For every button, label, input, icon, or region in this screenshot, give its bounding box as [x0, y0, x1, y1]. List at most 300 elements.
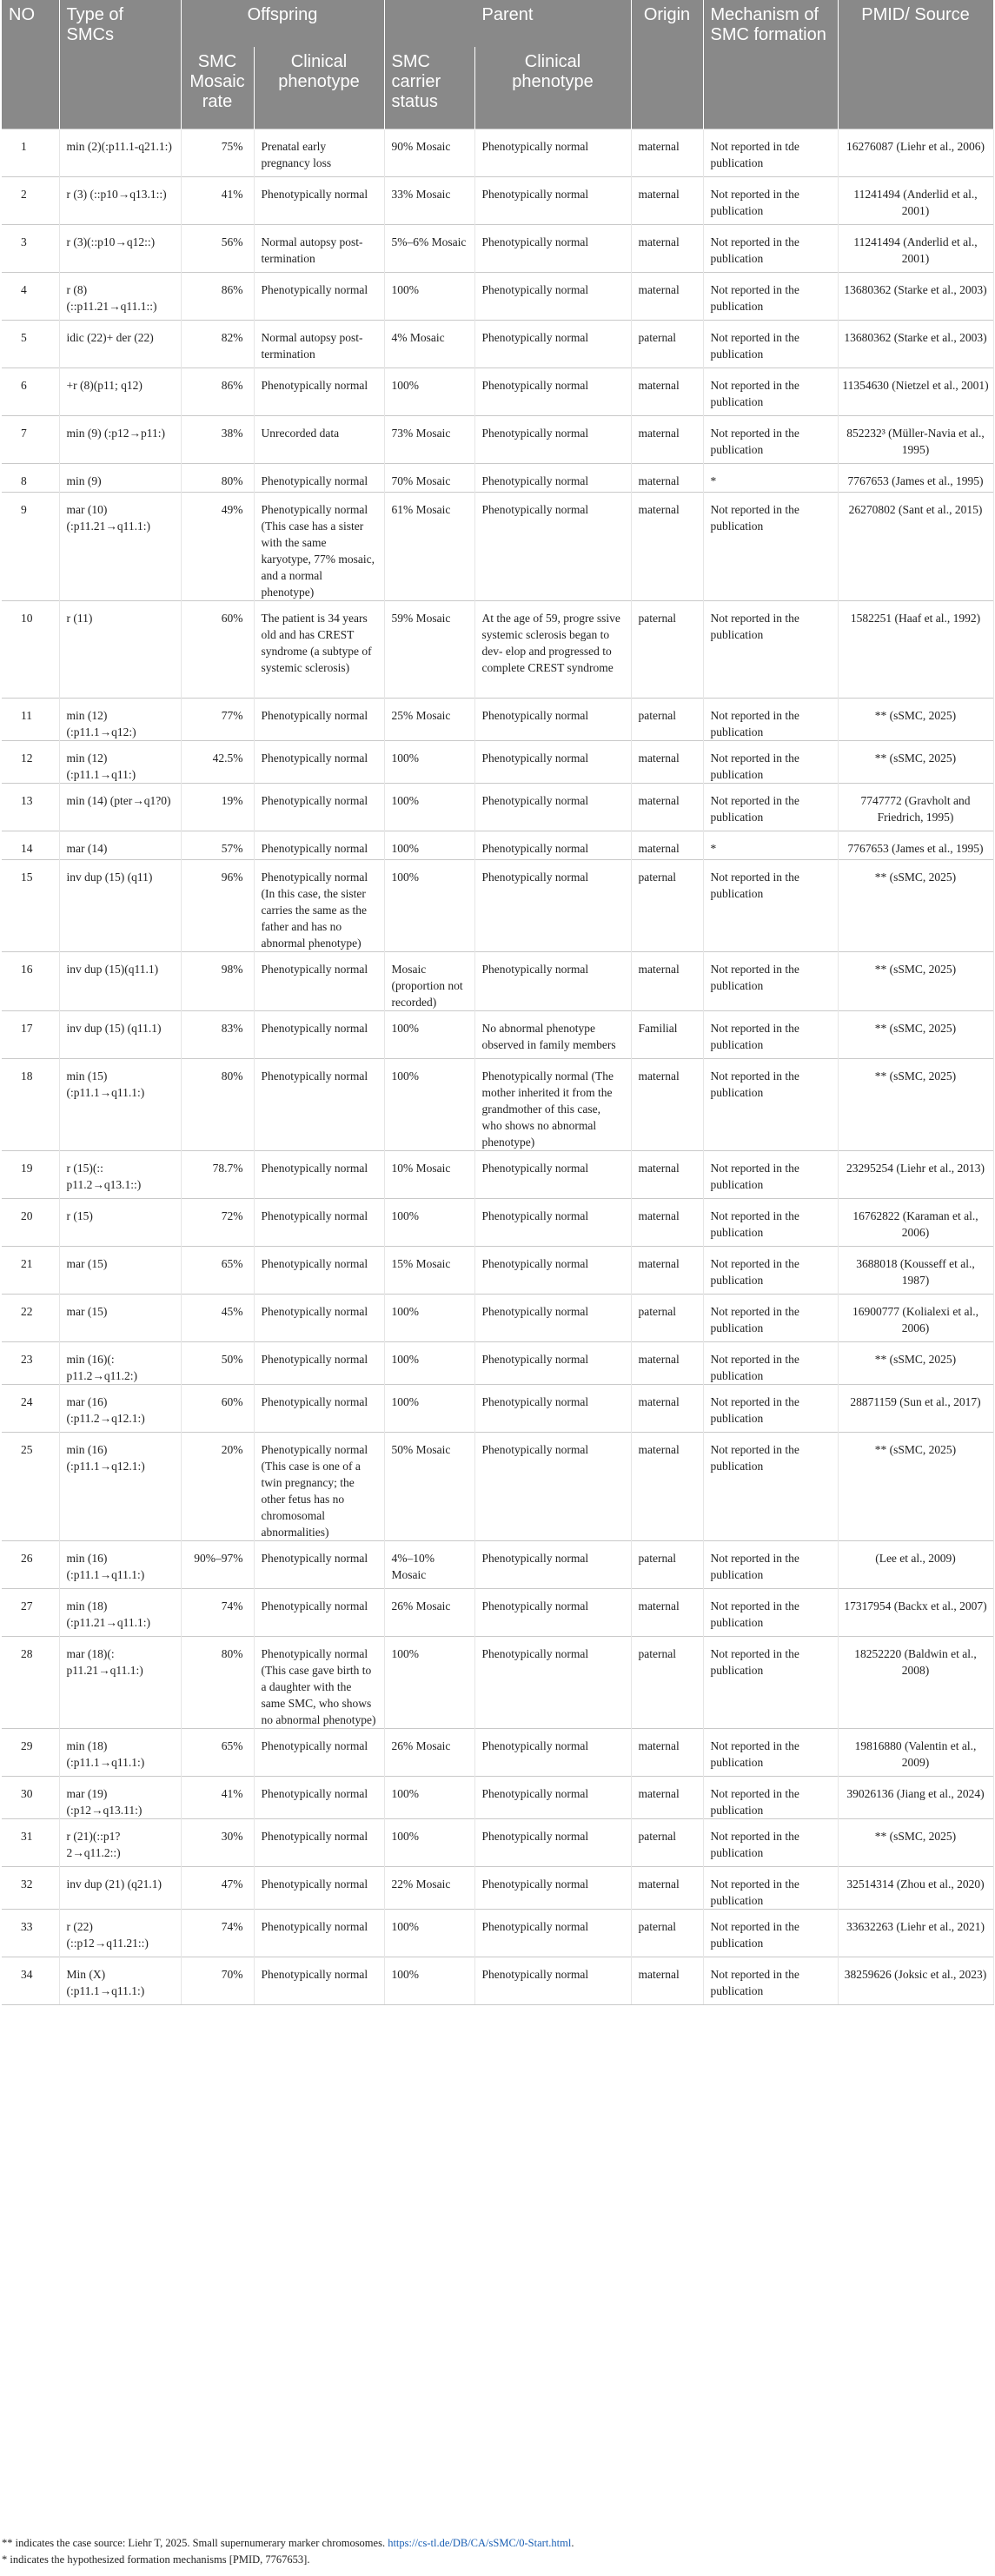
- table-row: [2, 1589, 993, 1637]
- cell-origin: maternal: [631, 784, 703, 831]
- cell-no: 34: [2, 1957, 59, 2005]
- cell-carrier-status: 10% Mosaic: [384, 1151, 474, 1199]
- cell-mechanism: Not reported in the publication: [703, 952, 838, 1011]
- cell-pmid: 16762822 (Karaman et al., 2006): [838, 1199, 993, 1247]
- cell-parent-phenotype: Phenotypically normal: [474, 464, 631, 493]
- cell-mechanism: Not reported in the publication: [703, 1059, 838, 1151]
- cell-no: 4: [2, 273, 59, 321]
- cell-parent-phenotype: Phenotypically normal: [474, 1541, 631, 1589]
- cell-pmid: ** (sSMC, 2025): [838, 1011, 993, 1059]
- cell-carrier-status: 70% Mosaic: [384, 464, 474, 493]
- cell-mechanism: Not reported in the publication: [703, 368, 838, 416]
- table-row: [2, 1541, 993, 1589]
- cell-pmid: ** (sSMC, 2025): [838, 1059, 993, 1151]
- cell-pmid: 17317954 (Backx et al., 2007): [838, 1589, 993, 1637]
- cell-parent-phenotype: Phenotypically normal: [474, 1637, 631, 1729]
- cell-carrier-status: 100%: [384, 1199, 474, 1247]
- cell-pmid: 38259626 (Joksic et al., 2023): [838, 1957, 993, 2005]
- cell-mosaic-rate: 60%: [181, 1385, 254, 1433]
- cell-carrier-status: Mosaic (proportion not recorded): [384, 952, 474, 1011]
- cell-parent-phenotype: Phenotypically normal: [474, 1777, 631, 1819]
- cell-offspring-phenotype: Normal autopsy post-termination: [254, 225, 384, 273]
- cell-origin: maternal: [631, 493, 703, 601]
- cell-offspring-phenotype: Phenotypically normal (This case is one of a twin pregnancy; the other fetus has no chromosomal abnormalities): [254, 1433, 384, 1541]
- cell-offspring-phenotype: Phenotypically normal: [254, 1867, 384, 1910]
- table-row: [2, 225, 993, 273]
- cell-no: 20: [2, 1199, 59, 1247]
- table-row: [2, 1819, 993, 1867]
- cell-mechanism: Not reported in the publication: [703, 699, 838, 741]
- smc-table: [2, 0, 994, 2005]
- cell-pmid: 32514314 (Zhou et al., 2020): [838, 1867, 993, 1910]
- cell-offspring-phenotype: Phenotypically normal: [254, 952, 384, 1011]
- cell-mechanism: Not reported in the publication: [703, 1729, 838, 1777]
- cell-type: min (2)(:p11.1-q21.1:): [59, 129, 181, 177]
- cell-type: r (8) (::p11.21→q11.1::): [59, 273, 181, 321]
- cell-offspring-phenotype: Unrecorded data: [254, 416, 384, 464]
- cell-mosaic-rate: 70%: [181, 1957, 254, 2005]
- cell-origin: maternal: [631, 1199, 703, 1247]
- cell-carrier-status: 26% Mosaic: [384, 1589, 474, 1637]
- cell-offspring-phenotype: Phenotypically normal: [254, 741, 384, 784]
- cell-type: Min (X) (:p11.1→q11.1:): [59, 1957, 181, 2005]
- footnote-source-text: ** indicates the case source: Liehr T, 2025. Small supernumerary marker chromosomes.: [2, 2537, 386, 2549]
- cell-mechanism: Not reported in the publication: [703, 416, 838, 464]
- cell-offspring-phenotype: Phenotypically normal: [254, 464, 384, 493]
- table-row: [2, 831, 993, 860]
- cell-origin: paternal: [631, 321, 703, 368]
- cell-mosaic-rate: 96%: [181, 860, 254, 952]
- cell-origin: maternal: [631, 952, 703, 1011]
- cell-origin: paternal: [631, 860, 703, 952]
- cell-carrier-status: 61% Mosaic: [384, 493, 474, 601]
- cell-mechanism: Not reported in the publication: [703, 1011, 838, 1059]
- cell-mosaic-rate: 82%: [181, 321, 254, 368]
- cell-type: min (16) (:p11.1→q11.1:): [59, 1541, 181, 1589]
- cell-pmid: 11354630 (Nietzel et al., 2001): [838, 368, 993, 416]
- cell-offspring-phenotype: Phenotypically normal: [254, 177, 384, 225]
- cell-no: 32: [2, 1867, 59, 1910]
- cell-mosaic-rate: 74%: [181, 1589, 254, 1637]
- cell-carrier-status: 100%: [384, 784, 474, 831]
- cell-offspring-phenotype: Phenotypically normal: [254, 831, 384, 860]
- cell-pmid: 16276087 (Liehr et al., 2006): [838, 129, 993, 177]
- table-row: [2, 1342, 993, 1385]
- cell-offspring-phenotype: Phenotypically normal: [254, 1589, 384, 1637]
- table-row: [2, 321, 993, 368]
- table-row: [2, 1637, 993, 1729]
- footnotes: [2, 2535, 993, 2568]
- cell-mechanism: Not reported in the publication: [703, 1819, 838, 1867]
- table-row: [2, 1059, 993, 1151]
- cell-pmid: 13680362 (Starke et al., 2003): [838, 273, 993, 321]
- cell-parent-phenotype: Phenotypically normal: [474, 1957, 631, 2005]
- cell-parent-phenotype: Phenotypically normal: [474, 1295, 631, 1342]
- cell-mosaic-rate: 86%: [181, 273, 254, 321]
- table-row: [2, 273, 993, 321]
- cell-mosaic-rate: 98%: [181, 952, 254, 1011]
- table-row: [2, 368, 993, 416]
- header-origin: Origin: [631, 0, 703, 129]
- cell-origin: maternal: [631, 1385, 703, 1433]
- cell-carrier-status: 73% Mosaic: [384, 416, 474, 464]
- cell-origin: paternal: [631, 1819, 703, 1867]
- table-row: [2, 177, 993, 225]
- cell-origin: paternal: [631, 1541, 703, 1589]
- cell-no: 19: [2, 1151, 59, 1199]
- table-row: [2, 129, 993, 177]
- cell-pmid: 1582251 (Haaf et al., 1992): [838, 601, 993, 699]
- cell-pmid: 39026136 (Jiang et al., 2024): [838, 1777, 993, 1819]
- cell-type: r (3) (::p10→q13.1::): [59, 177, 181, 225]
- cell-mosaic-rate: 50%: [181, 1342, 254, 1385]
- cell-parent-phenotype: Phenotypically normal: [474, 416, 631, 464]
- cell-mechanism: *: [703, 831, 838, 860]
- cell-carrier-status: 50% Mosaic: [384, 1433, 474, 1541]
- cell-offspring-phenotype: Phenotypically normal: [254, 1199, 384, 1247]
- cell-origin: maternal: [631, 1589, 703, 1637]
- cell-offspring-phenotype: Phenotypically normal: [254, 1819, 384, 1867]
- cell-parent-phenotype: Phenotypically normal: [474, 741, 631, 784]
- cell-no: 13: [2, 784, 59, 831]
- cell-type: r (22) (::p12→q11.21::): [59, 1910, 181, 1957]
- cell-mosaic-rate: 45%: [181, 1295, 254, 1342]
- cell-pmid: 19816880 (Valentin et al., 2009): [838, 1729, 993, 1777]
- cell-origin: maternal: [631, 1957, 703, 2005]
- cell-parent-phenotype: Phenotypically normal: [474, 952, 631, 1011]
- cell-no: 6: [2, 368, 59, 416]
- cell-no: 5: [2, 321, 59, 368]
- cell-no: 30: [2, 1777, 59, 1819]
- cell-parent-phenotype: Phenotypically normal: [474, 1819, 631, 1867]
- cell-type: min (16) (:p11.1→q12.1:): [59, 1433, 181, 1541]
- cell-parent-phenotype: Phenotypically normal (The mother inherited it from the grandmother of this case, who shows no abnormal phenotype): [474, 1059, 631, 1151]
- cell-carrier-status: 59% Mosaic: [384, 601, 474, 699]
- cell-mechanism: Not reported in tde publication: [703, 129, 838, 177]
- cell-parent-phenotype: Phenotypically normal: [474, 493, 631, 601]
- cell-pmid: ** (sSMC, 2025): [838, 1342, 993, 1385]
- cell-origin: maternal: [631, 1247, 703, 1295]
- table-row: [2, 1385, 993, 1433]
- table-row: [2, 1151, 993, 1199]
- cell-origin: maternal: [631, 273, 703, 321]
- cell-no: 29: [2, 1729, 59, 1777]
- cell-no: 21: [2, 1247, 59, 1295]
- cell-no: 23: [2, 1342, 59, 1385]
- cell-parent-phenotype: Phenotypically normal: [474, 1199, 631, 1247]
- cell-pmid: ** (sSMC, 2025): [838, 860, 993, 952]
- cell-type: min (12) (:p11.1→q12:): [59, 699, 181, 741]
- cell-origin: paternal: [631, 699, 703, 741]
- cell-carrier-status: 15% Mosaic: [384, 1247, 474, 1295]
- cell-offspring-phenotype: Phenotypically normal: [254, 1342, 384, 1385]
- cell-origin: paternal: [631, 1295, 703, 1342]
- cell-offspring-phenotype: Phenotypically normal (This case gave birth to a daughter with the same SMC, who shows no abnormal phenotype): [254, 1637, 384, 1729]
- header-offspring: Offspring: [181, 0, 384, 47]
- cell-mechanism: Not reported in the publication: [703, 1637, 838, 1729]
- cell-mosaic-rate: 80%: [181, 464, 254, 493]
- cell-carrier-status: 100%: [384, 1910, 474, 1957]
- cell-mosaic-rate: 83%: [181, 1011, 254, 1059]
- cell-origin: maternal: [631, 129, 703, 177]
- cell-type: inv dup (15) (q11): [59, 860, 181, 952]
- cell-carrier-status: 100%: [384, 1957, 474, 2005]
- cell-parent-phenotype: Phenotypically normal: [474, 321, 631, 368]
- cell-offspring-phenotype: Prenatal early pregnancy loss: [254, 129, 384, 177]
- cell-origin: maternal: [631, 177, 703, 225]
- cell-carrier-status: 90% Mosaic: [384, 129, 474, 177]
- cell-mechanism: *: [703, 464, 838, 493]
- cell-pmid: 18252220 (Baldwin et al., 2008): [838, 1637, 993, 1729]
- cell-type: min (14) (pter→q1?0): [59, 784, 181, 831]
- cell-mechanism: Not reported in the publication: [703, 1199, 838, 1247]
- cell-pmid: 11241494 (Anderlid et al., 2001): [838, 225, 993, 273]
- cell-mosaic-rate: 90%–97%: [181, 1541, 254, 1589]
- cell-origin: maternal: [631, 1433, 703, 1541]
- cell-origin: paternal: [631, 1910, 703, 1957]
- cell-mosaic-rate: 57%: [181, 831, 254, 860]
- cell-parent-phenotype: No abnormal phenotype observed in family members: [474, 1011, 631, 1059]
- cell-offspring-phenotype: The patient is 34 years old and has CREST syndrome (a subtype of systemic sclerosis): [254, 601, 384, 699]
- cell-origin: paternal: [631, 1637, 703, 1729]
- table-row: [2, 1957, 993, 2005]
- table-row: [2, 1295, 993, 1342]
- cell-no: 2: [2, 177, 59, 225]
- cell-carrier-status: 100%: [384, 741, 474, 784]
- table-row: [2, 601, 993, 699]
- cell-parent-phenotype: Phenotypically normal: [474, 225, 631, 273]
- cell-carrier-status: 100%: [384, 1342, 474, 1385]
- footnote-source-link[interactable]: https://cs-tl.de/DB/CA/sSMC/0-Start.html: [388, 2537, 572, 2549]
- cell-carrier-status: 100%: [384, 1059, 474, 1151]
- cell-origin: Familial: [631, 1011, 703, 1059]
- table-row: [2, 952, 993, 1011]
- table-row: [2, 1729, 993, 1777]
- cell-mechanism: Not reported in the publication: [703, 1247, 838, 1295]
- footnote-mechanism: * indicates the hypothesized formation mechanisms [PMID, 7767653].: [2, 2553, 310, 2566]
- cell-parent-phenotype: At the age of 59, progre ssive systemic sclerosis began to dev- elop and progressed to complete CREST syndrome: [474, 601, 631, 699]
- cell-mosaic-rate: 41%: [181, 1777, 254, 1819]
- cell-mechanism: Not reported in the publication: [703, 177, 838, 225]
- cell-origin: maternal: [631, 1729, 703, 1777]
- cell-mosaic-rate: 80%: [181, 1059, 254, 1151]
- table-row: [2, 860, 993, 952]
- cell-mechanism: Not reported in the publication: [703, 1910, 838, 1957]
- header-carrier-status: SMC carrier status: [384, 47, 474, 129]
- cell-no: 25: [2, 1433, 59, 1541]
- cell-pmid: ** (sSMC, 2025): [838, 1819, 993, 1867]
- cell-mechanism: Not reported in the publication: [703, 225, 838, 273]
- table-row: [2, 784, 993, 831]
- cell-carrier-status: 100%: [384, 273, 474, 321]
- cell-origin: maternal: [631, 1342, 703, 1385]
- cell-type: mar (15): [59, 1295, 181, 1342]
- cell-no: 14: [2, 831, 59, 860]
- cell-parent-phenotype: Phenotypically normal: [474, 1342, 631, 1385]
- cell-mosaic-rate: 49%: [181, 493, 254, 601]
- cell-parent-phenotype: Phenotypically normal: [474, 1433, 631, 1541]
- cell-type: mar (16) (:p11.2→q12.1:): [59, 1385, 181, 1433]
- cell-offspring-phenotype: Phenotypically normal: [254, 1295, 384, 1342]
- cell-carrier-status: 100%: [384, 1819, 474, 1867]
- cell-mechanism: Not reported in the publication: [703, 273, 838, 321]
- cell-parent-phenotype: Phenotypically normal: [474, 273, 631, 321]
- cell-type: r (21)(::p1? 2→q11.2::): [59, 1819, 181, 1867]
- cell-pmid: 11241494 (Anderlid et al., 2001): [838, 177, 993, 225]
- table-row: [2, 1247, 993, 1295]
- cell-mosaic-rate: 41%: [181, 177, 254, 225]
- cell-origin: maternal: [631, 1059, 703, 1151]
- cell-type: min (15) (:p11.1→q11.1:): [59, 1059, 181, 1151]
- cell-mechanism: Not reported in the publication: [703, 1433, 838, 1541]
- cell-type: r (15): [59, 1199, 181, 1247]
- cell-offspring-phenotype: Phenotypically normal: [254, 1777, 384, 1819]
- cell-no: 33: [2, 1910, 59, 1957]
- header-mechanism: Mechanism of SMC formation: [703, 0, 838, 129]
- cell-carrier-status: 4%–10% Mosaic: [384, 1541, 474, 1589]
- cell-type: r (11): [59, 601, 181, 699]
- cell-origin: maternal: [631, 1777, 703, 1819]
- cell-carrier-status: 100%: [384, 1011, 474, 1059]
- cell-mechanism: Not reported in the publication: [703, 1957, 838, 2005]
- cell-type: mar (19) (:p12→q13.11:): [59, 1777, 181, 1819]
- table-row: [2, 1011, 993, 1059]
- cell-offspring-phenotype: Phenotypically normal: [254, 1059, 384, 1151]
- cell-mechanism: Not reported in the publication: [703, 784, 838, 831]
- cell-mechanism: Not reported in the publication: [703, 1541, 838, 1589]
- cell-carrier-status: 22% Mosaic: [384, 1867, 474, 1910]
- cell-mosaic-rate: 74%: [181, 1910, 254, 1957]
- cell-type: r (3)(::p10→q12::): [59, 225, 181, 273]
- cell-origin: maternal: [631, 1867, 703, 1910]
- cell-no: 15: [2, 860, 59, 952]
- cell-mosaic-rate: 72%: [181, 1199, 254, 1247]
- cell-mechanism: Not reported in the publication: [703, 1589, 838, 1637]
- cell-mosaic-rate: 20%: [181, 1433, 254, 1541]
- cell-mosaic-rate: 80%: [181, 1637, 254, 1729]
- cell-offspring-phenotype: Phenotypically normal: [254, 1729, 384, 1777]
- cell-mosaic-rate: 86%: [181, 368, 254, 416]
- cell-no: 1: [2, 129, 59, 177]
- cell-no: 22: [2, 1295, 59, 1342]
- cell-type: idic (22)+ der (22): [59, 321, 181, 368]
- cell-mechanism: Not reported in the publication: [703, 1295, 838, 1342]
- header-parent: Parent: [384, 0, 631, 47]
- table-row: [2, 493, 993, 601]
- cell-mechanism: Not reported in the publication: [703, 601, 838, 699]
- cell-carrier-status: 5%–6% Mosaic: [384, 225, 474, 273]
- cell-pmid: 7767653 (James et al., 1995): [838, 464, 993, 493]
- cell-carrier-status: 4% Mosaic: [384, 321, 474, 368]
- cell-parent-phenotype: Phenotypically normal: [474, 129, 631, 177]
- cell-type: inv dup (15)(q11.1): [59, 952, 181, 1011]
- cell-parent-phenotype: Phenotypically normal: [474, 1910, 631, 1957]
- cell-carrier-status: 100%: [384, 860, 474, 952]
- cell-pmid: 7747772 (Gravholt and Friedrich, 1995): [838, 784, 993, 831]
- cell-carrier-status: 100%: [384, 1777, 474, 1819]
- cell-parent-phenotype: Phenotypically normal: [474, 1729, 631, 1777]
- cell-carrier-status: 100%: [384, 831, 474, 860]
- cell-pmid: 33632263 (Liehr et al., 2021): [838, 1910, 993, 1957]
- cell-no: 28: [2, 1637, 59, 1729]
- table-row: [2, 1777, 993, 1819]
- cell-offspring-phenotype: Normal autopsy post-termination: [254, 321, 384, 368]
- cell-offspring-phenotype: Phenotypically normal: [254, 1910, 384, 1957]
- cell-no: 3: [2, 225, 59, 273]
- cell-mosaic-rate: 65%: [181, 1247, 254, 1295]
- cell-type: mar (14): [59, 831, 181, 860]
- table-row: [2, 699, 993, 741]
- cell-mosaic-rate: 56%: [181, 225, 254, 273]
- cell-parent-phenotype: Phenotypically normal: [474, 831, 631, 860]
- cell-parent-phenotype: Phenotypically normal: [474, 1867, 631, 1910]
- cell-no: 27: [2, 1589, 59, 1637]
- cell-mechanism: Not reported in the publication: [703, 1867, 838, 1910]
- cell-parent-phenotype: Phenotypically normal: [474, 860, 631, 952]
- table-row: [2, 741, 993, 784]
- cell-type: min (18) (:p11.21→q11.1:): [59, 1589, 181, 1637]
- cell-pmid: (Lee et al., 2009): [838, 1541, 993, 1589]
- cell-parent-phenotype: Phenotypically normal: [474, 1589, 631, 1637]
- cell-type: min (9) (:p12→p11:): [59, 416, 181, 464]
- cell-no: 9: [2, 493, 59, 601]
- cell-pmid: 852232³ (Müller-Navia et al., 1995): [838, 416, 993, 464]
- cell-mechanism: Not reported in the publication: [703, 860, 838, 952]
- cell-mosaic-rate: 19%: [181, 784, 254, 831]
- cell-type: inv dup (21) (q21.1): [59, 1867, 181, 1910]
- cell-origin: maternal: [631, 741, 703, 784]
- cell-mechanism: Not reported in the publication: [703, 741, 838, 784]
- cell-pmid: 26270802 (Sant et al., 2015): [838, 493, 993, 601]
- cell-type: mar (15): [59, 1247, 181, 1295]
- cell-pmid: 23295254 (Liehr et al., 2013): [838, 1151, 993, 1199]
- cell-offspring-phenotype: Phenotypically normal: [254, 1151, 384, 1199]
- cell-pmid: 28871159 (Sun et al., 2017): [838, 1385, 993, 1433]
- header-parent-phenotype: Clinical phenotype: [474, 47, 631, 129]
- cell-mosaic-rate: 65%: [181, 1729, 254, 1777]
- cell-carrier-status: 100%: [384, 1637, 474, 1729]
- cell-offspring-phenotype: Phenotypically normal (This case has a sister with the same karyotype, 77% mosaic, and a normal phenotype): [254, 493, 384, 601]
- cell-pmid: ** (sSMC, 2025): [838, 741, 993, 784]
- cell-offspring-phenotype: Phenotypically normal: [254, 1541, 384, 1589]
- header-mosaic-rate: SMC Mosaic rate: [181, 47, 254, 129]
- cell-no: 11: [2, 699, 59, 741]
- table-body: [2, 129, 993, 2005]
- cell-origin: maternal: [631, 831, 703, 860]
- cell-pmid: ** (sSMC, 2025): [838, 1433, 993, 1541]
- table-row: [2, 416, 993, 464]
- cell-carrier-status: 26% Mosaic: [384, 1729, 474, 1777]
- cell-offspring-phenotype: Phenotypically normal: [254, 1011, 384, 1059]
- cell-mosaic-rate: 60%: [181, 601, 254, 699]
- cell-mechanism: Not reported in the publication: [703, 1151, 838, 1199]
- cell-mosaic-rate: 47%: [181, 1867, 254, 1910]
- cell-offspring-phenotype: Phenotypically normal (In this case, the sister carries the same as the father and has no abnormal phenotype): [254, 860, 384, 952]
- cell-pmid: ** (sSMC, 2025): [838, 952, 993, 1011]
- table-row: [2, 464, 993, 493]
- cell-parent-phenotype: Phenotypically normal: [474, 177, 631, 225]
- header-type: Type of SMCs: [59, 0, 181, 129]
- cell-parent-phenotype: Phenotypically normal: [474, 368, 631, 416]
- cell-no: 31: [2, 1819, 59, 1867]
- cell-offspring-phenotype: Phenotypically normal: [254, 784, 384, 831]
- cell-carrier-status: 100%: [384, 368, 474, 416]
- cell-no: 8: [2, 464, 59, 493]
- cell-mechanism: Not reported in the publication: [703, 493, 838, 601]
- cell-parent-phenotype: Phenotypically normal: [474, 784, 631, 831]
- cell-type: min (9): [59, 464, 181, 493]
- cell-no: 10: [2, 601, 59, 699]
